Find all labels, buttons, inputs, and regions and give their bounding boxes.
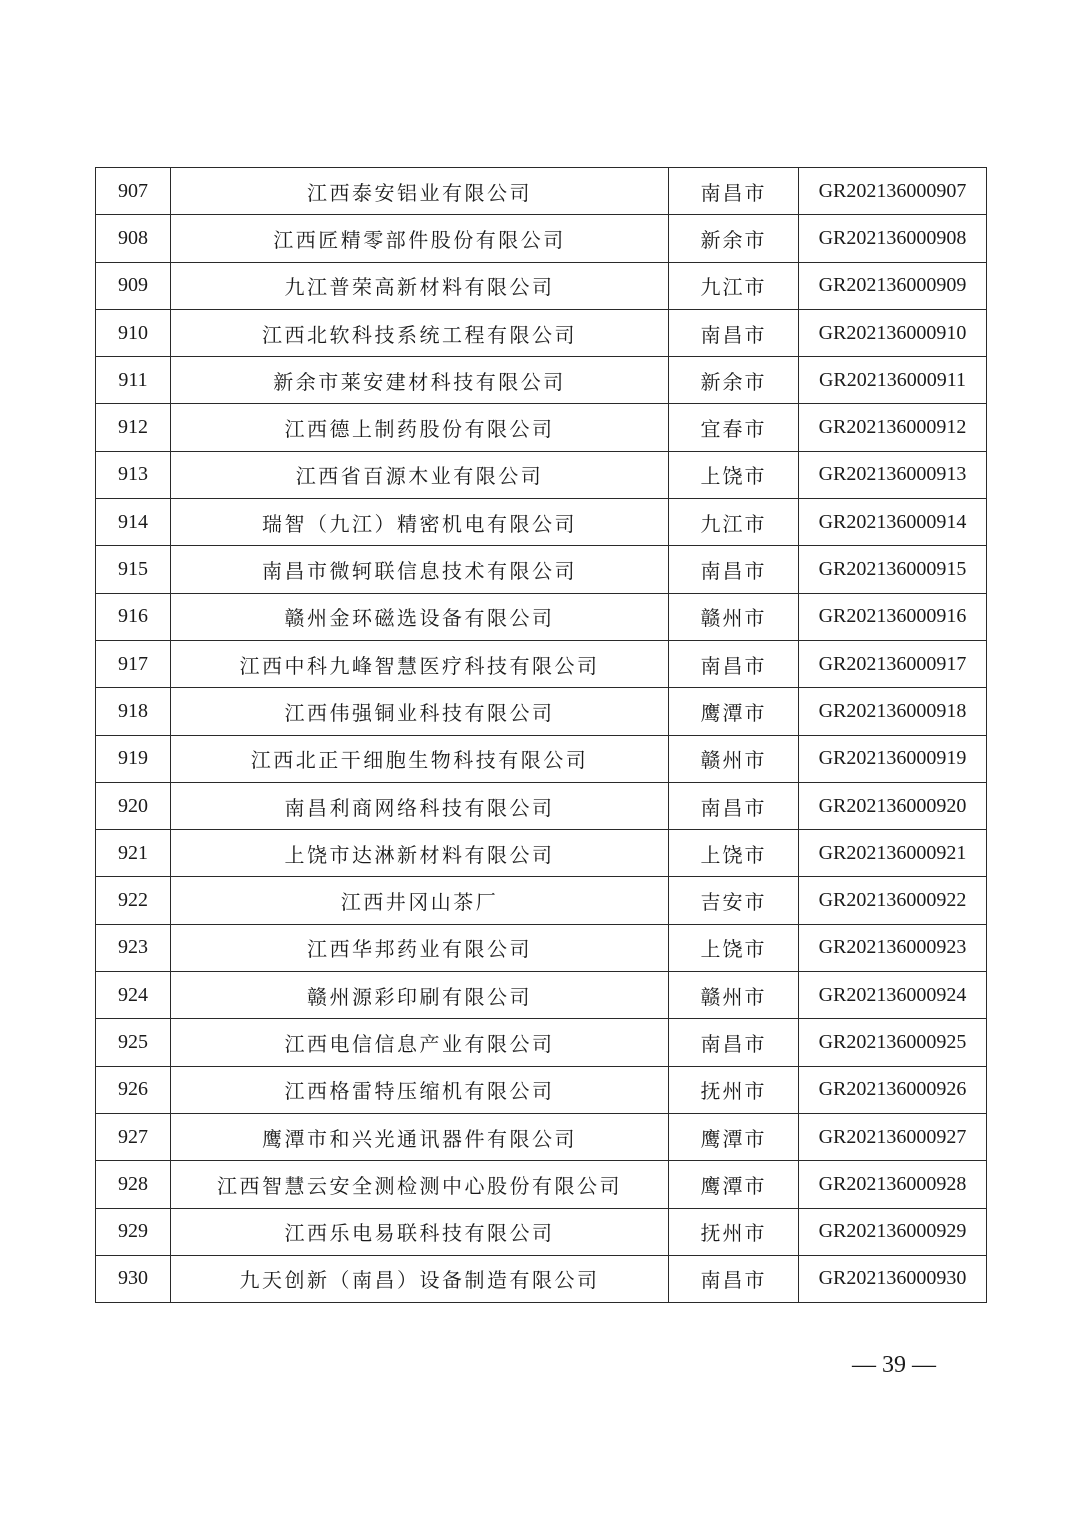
company-name-cell: 江西德上制药股份有限公司 [171, 404, 669, 451]
certificate-number-cell: GR202136000911 [799, 357, 987, 404]
table-row [96, 593, 987, 640]
certificate-number-cell: GR202136000921 [799, 830, 987, 877]
table-row [96, 877, 987, 924]
city-cell: 赣州市 [669, 972, 799, 1019]
company-name-cell: 江西泰安铝业有限公司 [171, 168, 669, 215]
row-number-cell: 909 [96, 262, 171, 309]
company-name-cell: 九天创新（南昌）设备制造有限公司 [171, 1255, 669, 1302]
city-cell: 南昌市 [669, 1019, 799, 1066]
table-row [96, 924, 987, 971]
certificate-number-cell: GR202136000919 [799, 735, 987, 782]
row-number-cell: 928 [96, 1161, 171, 1208]
table-row [96, 1019, 987, 1066]
row-number-cell: 921 [96, 830, 171, 877]
city-cell: 新余市 [669, 357, 799, 404]
row-number-cell: 908 [96, 215, 171, 262]
certificate-number-cell: GR202136000925 [799, 1019, 987, 1066]
certificate-number-cell: GR202136000915 [799, 546, 987, 593]
row-number-cell: 920 [96, 782, 171, 829]
table-row [96, 546, 987, 593]
row-number-cell: 922 [96, 877, 171, 924]
table-row [96, 735, 987, 782]
certificate-number-cell: GR202136000912 [799, 404, 987, 451]
city-cell: 南昌市 [669, 168, 799, 215]
row-number-cell: 910 [96, 309, 171, 356]
company-name-cell: 江西北软科技系统工程有限公司 [171, 309, 669, 356]
company-name-cell: 南昌利商网络科技有限公司 [171, 782, 669, 829]
city-cell: 鹰潭市 [669, 688, 799, 735]
city-cell: 九江市 [669, 499, 799, 546]
city-cell: 赣州市 [669, 735, 799, 782]
city-cell: 南昌市 [669, 782, 799, 829]
table-row [96, 1161, 987, 1208]
city-cell: 上饶市 [669, 451, 799, 498]
table-row [96, 1255, 987, 1302]
certificate-number-cell: GR202136000916 [799, 593, 987, 640]
city-cell: 南昌市 [669, 1255, 799, 1302]
table-row [96, 830, 987, 877]
company-name-cell: 江西北正干细胞生物科技有限公司 [171, 735, 669, 782]
city-cell: 吉安市 [669, 877, 799, 924]
certificate-number-cell: GR202136000918 [799, 688, 987, 735]
city-cell: 上饶市 [669, 924, 799, 971]
company-name-cell: 新余市莱安建材科技有限公司 [171, 357, 669, 404]
table-row [96, 404, 987, 451]
city-cell: 九江市 [669, 262, 799, 309]
company-name-cell: 江西格雷特压缩机有限公司 [171, 1066, 669, 1113]
row-number-cell: 917 [96, 640, 171, 687]
table-row [96, 357, 987, 404]
company-name-cell: 江西伟强铜业科技有限公司 [171, 688, 669, 735]
city-cell: 南昌市 [669, 309, 799, 356]
row-number-cell: 913 [96, 451, 171, 498]
certificate-number-cell: GR202136000920 [799, 782, 987, 829]
row-number-cell: 923 [96, 924, 171, 971]
company-name-cell: 上饶市达淋新材料有限公司 [171, 830, 669, 877]
table-row [96, 640, 987, 687]
row-number-cell: 915 [96, 546, 171, 593]
row-number-cell: 926 [96, 1066, 171, 1113]
company-name-cell: 九江普荣高新材料有限公司 [171, 262, 669, 309]
company-name-cell: 江西电信信息产业有限公司 [171, 1019, 669, 1066]
row-number-cell: 914 [96, 499, 171, 546]
row-number-cell: 911 [96, 357, 171, 404]
row-number-cell: 912 [96, 404, 171, 451]
certificate-number-cell: GR202136000907 [799, 168, 987, 215]
city-cell: 鹰潭市 [669, 1113, 799, 1160]
company-name-cell: 赣州金环磁选设备有限公司 [171, 593, 669, 640]
table-row [96, 1113, 987, 1160]
certificate-number-cell: GR202136000917 [799, 640, 987, 687]
certificate-number-cell: GR202136000922 [799, 877, 987, 924]
row-number-cell: 924 [96, 972, 171, 1019]
company-name-cell: 江西中科九峰智慧医疗科技有限公司 [171, 640, 669, 687]
table-row [96, 262, 987, 309]
certificate-number-cell: GR202136000927 [799, 1113, 987, 1160]
table-row [96, 215, 987, 262]
table-body [96, 168, 987, 1303]
certificate-number-cell: GR202136000926 [799, 1066, 987, 1113]
certificate-number-cell: GR202136000928 [799, 1161, 987, 1208]
page-number: — 39 — [852, 1352, 936, 1378]
city-cell: 宜春市 [669, 404, 799, 451]
city-cell: 南昌市 [669, 546, 799, 593]
certificate-number-cell: GR202136000924 [799, 972, 987, 1019]
city-cell: 上饶市 [669, 830, 799, 877]
row-number-cell: 907 [96, 168, 171, 215]
enterprise-certificate-table [95, 167, 987, 1303]
city-cell: 赣州市 [669, 593, 799, 640]
certificate-number-cell: GR202136000913 [799, 451, 987, 498]
row-number-cell: 916 [96, 593, 171, 640]
certificate-number-cell: GR202136000909 [799, 262, 987, 309]
certificate-number-cell: GR202136000908 [799, 215, 987, 262]
company-name-cell: 赣州源彩印刷有限公司 [171, 972, 669, 1019]
company-name-cell: 江西乐电易联科技有限公司 [171, 1208, 669, 1255]
city-cell: 抚州市 [669, 1208, 799, 1255]
row-number-cell: 919 [96, 735, 171, 782]
table-row [96, 168, 987, 215]
company-name-cell: 瑞智（九江）精密机电有限公司 [171, 499, 669, 546]
row-number-cell: 929 [96, 1208, 171, 1255]
row-number-cell: 927 [96, 1113, 171, 1160]
certificate-number-cell: GR202136000930 [799, 1255, 987, 1302]
table-row [96, 309, 987, 356]
company-name-cell: 江西省百源木业有限公司 [171, 451, 669, 498]
row-number-cell: 925 [96, 1019, 171, 1066]
row-number-cell: 918 [96, 688, 171, 735]
company-name-cell: 鹰潭市和兴光通讯器件有限公司 [171, 1113, 669, 1160]
table-row [96, 782, 987, 829]
table-row [96, 688, 987, 735]
city-cell: 新余市 [669, 215, 799, 262]
company-name-cell: 江西井冈山茶厂 [171, 877, 669, 924]
table-row [96, 1208, 987, 1255]
certificate-number-cell: GR202136000914 [799, 499, 987, 546]
table-row [96, 451, 987, 498]
certificate-number-cell: GR202136000923 [799, 924, 987, 971]
table-row [96, 499, 987, 546]
city-cell: 抚州市 [669, 1066, 799, 1113]
company-name-cell: 南昌市微轲联信息技术有限公司 [171, 546, 669, 593]
certificate-number-cell: GR202136000910 [799, 309, 987, 356]
company-name-cell: 江西匠精零部件股份有限公司 [171, 215, 669, 262]
certificate-number-cell: GR202136000929 [799, 1208, 987, 1255]
city-cell: 南昌市 [669, 640, 799, 687]
company-name-cell: 江西智慧云安全测检测中心股份有限公司 [171, 1161, 669, 1208]
row-number-cell: 930 [96, 1255, 171, 1302]
city-cell: 鹰潭市 [669, 1161, 799, 1208]
table-row [96, 972, 987, 1019]
company-name-cell: 江西华邦药业有限公司 [171, 924, 669, 971]
table-row [96, 1066, 987, 1113]
